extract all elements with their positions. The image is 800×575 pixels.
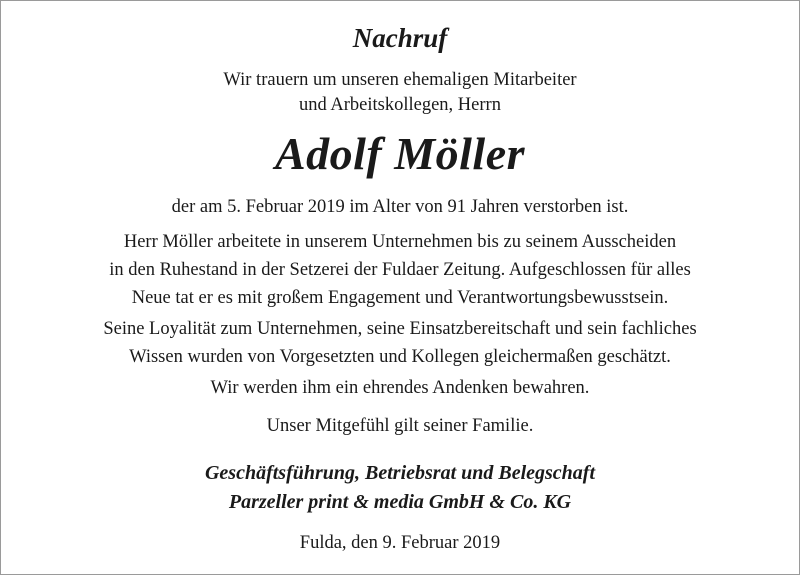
paragraph1-line-1: Herr Möller arbeitete in unserem Unternehmen bis zu seinem Ausscheiden: [123, 232, 677, 252]
remembrance-line: Wir werden ihm ein ehrendes Andenken bewahren.: [210, 378, 590, 398]
paragraph2-line-2: Wissen wurden von Vorgesetzten und Kollegen gleichermaßen geschätzt.: [129, 347, 671, 367]
paragraph2-line-1: Seine Loyalität zum Unternehmen, seine Einsatzbereitschaft und sein fachliches: [103, 319, 697, 339]
death-date-line: der am 5. Februar 2019 im Alter von 91 Jahren verstorben ist.: [171, 197, 629, 217]
paragraph1-line-2: in den Ruhestand in der Setzerei der Fuldaer Zeitung. Aufgeschlossen für alles: [109, 260, 691, 280]
signature-line-2: Parzeller print & media GmbH & Co. KG: [228, 491, 572, 513]
condolence-line: Unser Mitgefühl gilt seiner Familie.: [266, 416, 534, 436]
deceased-name: Adolf Möller: [274, 128, 526, 179]
notice-heading: Nachruf: [352, 23, 448, 53]
place-and-date: Fulda, den 9. Februar 2019: [299, 533, 501, 553]
intro-line-1: Wir trauern um unseren ehemaligen Mitarbeiter: [223, 70, 577, 90]
intro-line-2: und Arbeitskollegen, Herrn: [299, 95, 501, 115]
paragraph1-line-3: Neue tat er es mit großem Engagement und Verantwortungsbewusstsein.: [131, 288, 669, 308]
signature-line-1: Geschäftsführung, Betriebsrat und Belegschaft: [204, 462, 596, 484]
